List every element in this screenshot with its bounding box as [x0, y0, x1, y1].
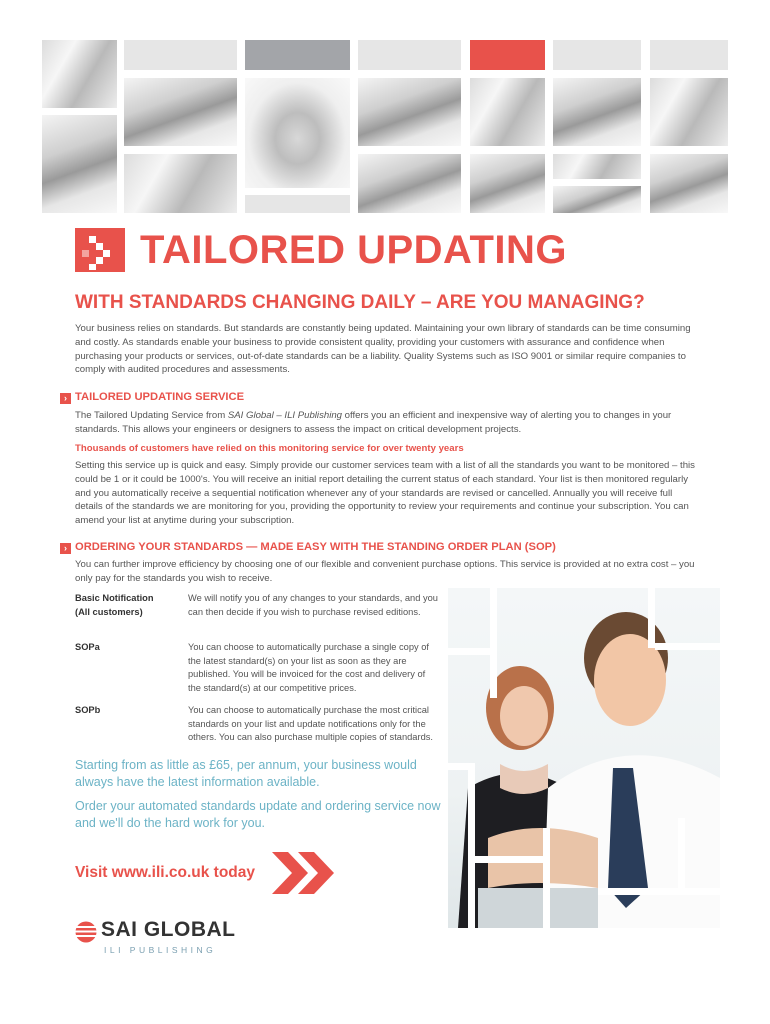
visit-link[interactable]: Visit www.ili.co.uk today — [75, 864, 256, 881]
section-heading-ordering: › ORDERING YOUR STANDARDS — MADE EASY WITH THE STANDING ORDER PLAN (SOP) — [60, 541, 556, 554]
mosaic-tile — [358, 40, 461, 70]
mosaic-tile — [650, 78, 728, 146]
mosaic-tile — [553, 78, 641, 146]
mosaic-tile — [553, 154, 641, 179]
tailored-service-paragraph: The Tailored Updating Service from SAI Global – ILI Publishing offers you an efficient and inexpensive way of alerting you to changes in your standards. This allows your engineers or designers to assess the impact on critical development projects. — [75, 410, 672, 435]
mosaic-tile — [358, 78, 461, 146]
mosaic-tile — [650, 154, 728, 213]
setup-paragraph: Setting this service up is quick and easy. Simply provide our customer services team with a list of all the standards you want to be monitored – this could be 1 or it could be 1000's. You will receive an initial report detailing the current status of each standard. Your list is then monitored regularly and you automatically receive a sequential notification whenever any of your standards are revised or cancelled. Annually you will receive full details of the standards we are monitoring for you, providing the opportunity to review your requirements and continue your subscription. You can amend your list at anytime during your subscription. — [75, 460, 695, 527]
mosaic-tile — [245, 195, 350, 213]
page-subtitle: WITH STANDARDS CHANGING DAILY – ARE YOU MANAGING? — [75, 292, 645, 313]
mosaic-tile — [358, 154, 461, 213]
mosaic-tile — [553, 40, 641, 70]
mosaic-tile — [42, 40, 117, 108]
page-title: TAILORED UPDATING — [140, 228, 567, 272]
pixel-arrow-icon — [75, 228, 125, 272]
mosaic-tile — [124, 154, 237, 213]
company-name: SAI Global – ILI Publishing — [227, 410, 343, 421]
plan-desc-sopb: You can choose to automatically purchase the most critical standards on your list and update notifications only for the others. You can also purchase multiple copies of standards. — [188, 705, 433, 742]
sai-global-logo-icon — [75, 918, 97, 946]
double-chevron-icon — [270, 848, 340, 898]
promo-price: Starting from as little as £65, per annum, your business would always have the latest information available. — [75, 758, 417, 789]
mosaic-tile — [42, 115, 117, 213]
mosaic-tile — [650, 40, 728, 70]
plan-desc-basic: We will notify you of any changes to your standards, and you can then decide if you wish to purchase revised editions. — [188, 593, 438, 617]
intro-paragraph: Your business relies on standards. But standards are constantly being updated. Maintaining your own library of standards can be time consuming and costly. As standards enable your business to provide consistent quality, providing your customers with assurance and confidence when purchasing your products or services, out-of-date standards can be a liability. Quality Systems such as ISO 9001 or similar require companies to comply with audited procedures and assessments. — [75, 323, 691, 376]
people-photo — [448, 588, 720, 928]
logo-name: SAI GLOBAL — [101, 918, 236, 941]
mosaic-tile — [124, 78, 237, 146]
mosaic-tile — [245, 78, 350, 188]
highlight-note: Thousands of customers have relied on this monitoring service for over twenty years — [75, 443, 464, 454]
section-heading-tailored: › TAILORED UPDATING SERVICE — [60, 391, 244, 404]
plan-label-sopb: SOPb — [75, 705, 101, 715]
plan-label-basic: Basic Notification (All customers) — [75, 593, 154, 617]
section-bullet-icon: › — [60, 393, 71, 404]
mosaic-tile — [470, 154, 545, 213]
plan-desc-sopa: You can choose to automatically purchase a single copy of the latest standard(s) on your list as soon as they are published. You will be invoiced for the cost and delivery of the standard(s) at our competitive prices. — [188, 642, 430, 693]
logo-subtitle: ILI PUBLISHING — [104, 945, 217, 955]
promo-order: Order your automated standards update and ordering service now and we'll do the hard work for you. — [75, 799, 441, 830]
mosaic-tile — [470, 78, 545, 146]
mosaic-tile — [124, 40, 237, 70]
section-bullet-icon: › — [60, 543, 71, 554]
mosaic-tile — [245, 40, 350, 70]
plan-label-sopa: SOPa — [75, 642, 100, 652]
ordering-paragraph: You can further improve efficiency by choosing one of our flexible and convenient purchase options. This service is provided at no extra cost – you only pay for the standards you wish to receive. — [75, 559, 695, 584]
mosaic-tile — [470, 40, 545, 70]
mosaic-tile — [553, 186, 641, 213]
